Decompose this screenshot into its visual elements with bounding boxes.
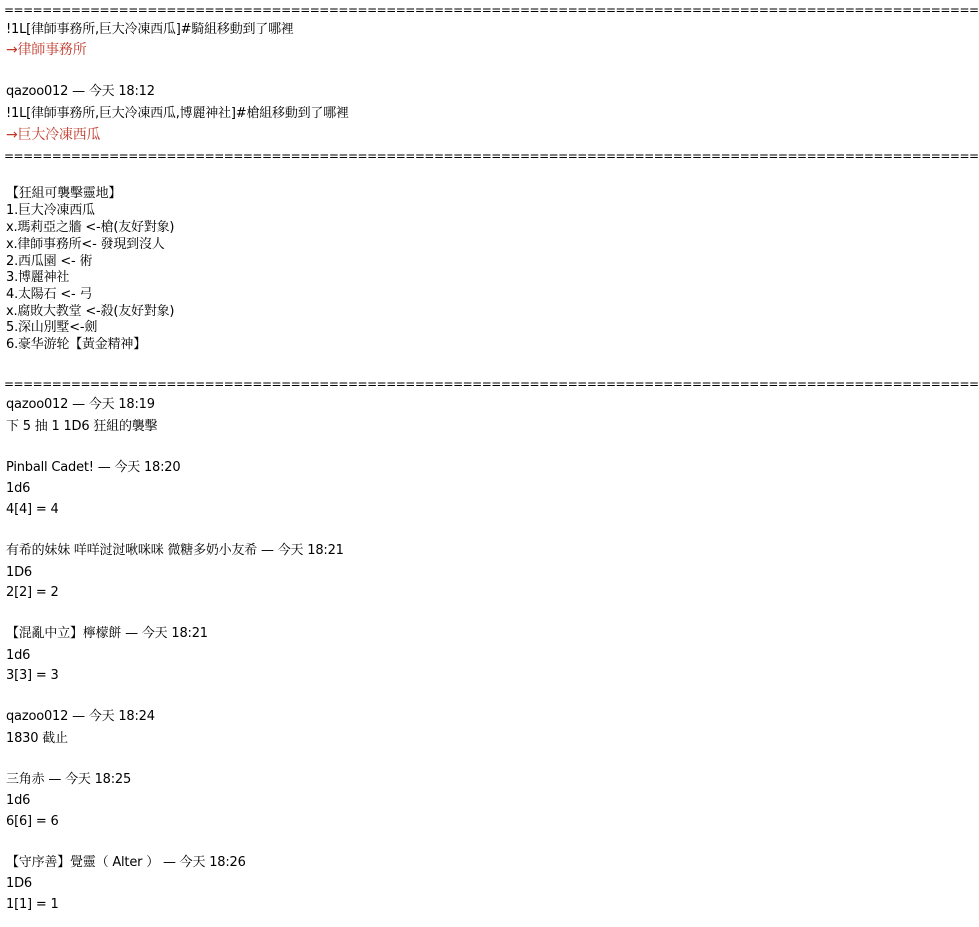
message-text: 1D6: [6, 565, 32, 580]
separator-line: ======================================================================================================: [4, 3, 979, 17]
message-meta: qazoo012 — 今天 18:24: [6, 709, 155, 724]
list-item: 2.西瓜園 <- 術: [6, 254, 93, 269]
message-text: 3[3] = 3: [6, 668, 59, 683]
result-text: →律師事務所: [6, 42, 87, 58]
list-item: 3.博麗神社: [6, 270, 70, 285]
message-text: 1d6: [6, 648, 31, 663]
list-item: x.腐敗大教堂 <-殺(友好對象): [6, 304, 175, 319]
list-item: 6.豪华游轮【黃金精神】: [6, 337, 147, 352]
command-text: !1L[律師事務所,巨大冷凍西瓜,博麗神社]#槍組移動到了哪裡: [6, 106, 349, 121]
list-item: x.瑪莉亞之牆 <-槍(友好對象): [6, 220, 175, 235]
message-meta: Pinball Cadet! — 今天 18:20: [6, 460, 181, 475]
message-meta: 【混亂中立】檸檬餅 — 今天 18:21: [6, 626, 208, 641]
separator-line: ======================================================================================================: [4, 149, 979, 163]
result-text: →巨大冷凍西瓜: [6, 127, 101, 143]
message-text: 下 5 抽 1 1D6 狂組的襲擊: [6, 419, 158, 434]
message-meta: qazoo012 — 今天 18:12: [6, 84, 155, 99]
message-meta: 三角赤 — 今天 18:25: [6, 772, 132, 787]
list-item: x.律師事務所<- 發現到沒人: [6, 237, 165, 252]
message-text: 1d6: [6, 481, 31, 496]
command-text: !1L[律師事務所,巨大冷凍西瓜]#騎組移動到了哪裡: [6, 22, 294, 37]
list-item: 4.太陽石 <- 弓: [6, 287, 93, 302]
message-text: 1[1] = 1: [6, 897, 59, 912]
list-title: 【狂組可襲擊靈地】: [6, 186, 122, 201]
message-text: 2[2] = 2: [6, 585, 59, 600]
message-text: 1D6: [6, 876, 32, 891]
message-text: 4[4] = 4: [6, 502, 59, 517]
message-text: 1d6: [6, 793, 31, 808]
message-meta: 有希的妹妹 咩咩㳡㳡啾咪咪 微糖多奶小友希 — 今天 18:21: [6, 543, 344, 558]
list-item: 1.巨大冷凍西瓜: [6, 203, 95, 218]
separator-line: ======================================================================================================: [4, 377, 979, 391]
message-text: 1830 截止: [6, 731, 68, 746]
message-meta: 【守序善】覺靈（ Alter ） — 今天 18:26: [6, 855, 246, 870]
message-text: 6[6] = 6: [6, 814, 59, 829]
list-item: 5.深山別墅<-劍: [6, 320, 98, 335]
message-meta: qazoo012 — 今天 18:19: [6, 397, 155, 412]
